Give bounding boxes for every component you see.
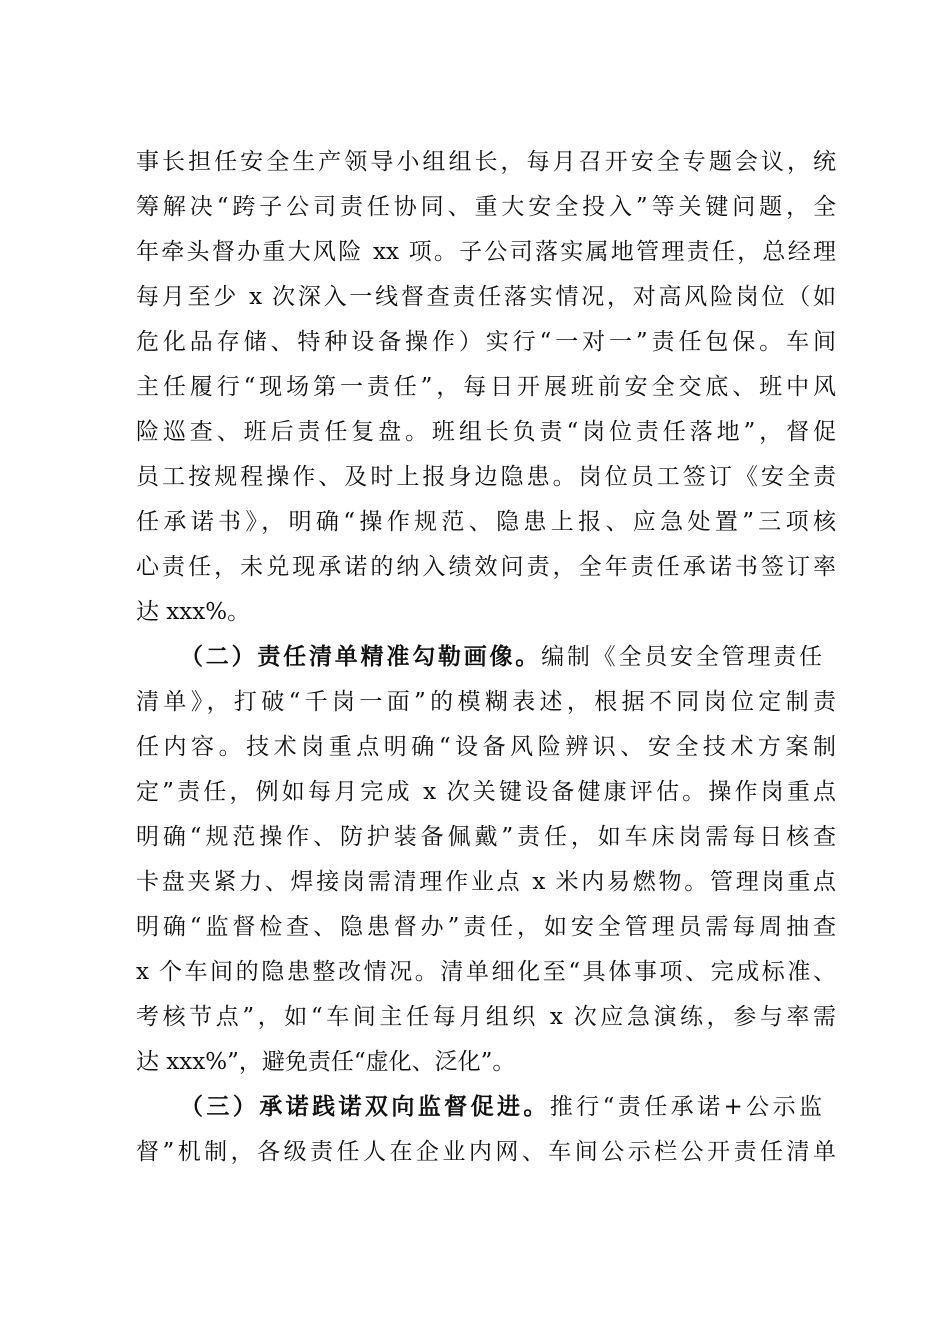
section-3-line-2: 督”机制，各级责任人在企业内网、车间公示栏公开责任清单 bbox=[136, 1139, 836, 1165]
section-3-first-line-text: 推行“责任承诺+公示监 bbox=[549, 1094, 823, 1120]
paragraph-1-line-5: 危化品存储、特种设备操作）实行“一对一”责任包保。车间 bbox=[136, 329, 836, 355]
paragraph-1-line-1: 事长担任安全生产领导小组组长，每月召开安全专题会议，统 bbox=[136, 149, 836, 175]
paragraph-1-line-3: 年牵头督办重大风险 xx 项。子公司落实属地管理责任，总经理 bbox=[136, 239, 836, 265]
section-2-line-4: 定”责任，例如每月完成 x 次关键设备健康评估。操作岗重点 bbox=[136, 779, 836, 805]
section-2-line-10: 达 xxx%”，避免责任“虚化、泛化”。 bbox=[136, 1049, 516, 1075]
section-2-line-7: 明确“监督检查、隐患督办”责任，如安全管理员需每周抽查 bbox=[136, 914, 836, 940]
paragraph-1-line-6: 主任履行“现场第一责任”，每日开展班前安全交底、班中风 bbox=[136, 374, 836, 400]
paragraph-1-line-2: 筹解决“跨子公司责任协同、重大安全投入”等关键问题，全 bbox=[136, 194, 836, 220]
section-2-first-line-text: 编制《全员安全管理责任 bbox=[541, 644, 823, 670]
section-2-line-6: 卡盘夹紧力、焊接岗需清理作业点 x 米内易燃物。管理岗重点 bbox=[136, 869, 836, 895]
paragraph-1-line-10: 心责任，未兑现承诺的纳入绩效问责，全年责任承诺书签订率 bbox=[136, 554, 836, 580]
section-2-heading: （二）责任清单精准勾勒画像。 bbox=[180, 644, 542, 670]
paragraph-1-line-8: 员工按规程操作、及时上报身边隐患。岗位员工签订《安全责 bbox=[136, 464, 836, 490]
paragraph-1-line-11: 达 xxx%。 bbox=[136, 599, 251, 625]
section-2-line-9: 考核节点”，如“车间主任每月组织 x 次应急演练，参与率需 bbox=[136, 1004, 836, 1030]
section-2-first-line bbox=[180, 637, 822, 677]
section-3-heading: （三）承诺践诺双向监督促进。 bbox=[180, 1094, 550, 1120]
section-2-line-8: x 个车间的隐患整改情况。清单细化至“具体事项、完成标准、 bbox=[136, 959, 836, 985]
paragraph-1-line-9: 任承诺书》，明确“操作规范、隐患上报、应急处置”三项核 bbox=[136, 509, 836, 535]
section-2-line-3: 任内容。技术岗重点明确“设备风险辨识、安全技术方案制 bbox=[136, 734, 836, 760]
paragraph-1-line-7: 险巡查、班后责任复盘。班组长负责“岗位责任落地”，督促 bbox=[136, 419, 836, 445]
paragraph-1-line-4: 每月至少 x 次深入一线督查责任落实情况，对高风险岗位（如 bbox=[136, 284, 836, 310]
section-2-line-5: 明确“规范操作、防护装备佩戴”责任，如车床岗需每日核查 bbox=[136, 824, 836, 850]
section-3-first-line bbox=[180, 1087, 822, 1127]
section-2-line-2: 清单》，打破“千岗一面”的模糊表述，根据不同岗位定制责 bbox=[136, 689, 836, 715]
